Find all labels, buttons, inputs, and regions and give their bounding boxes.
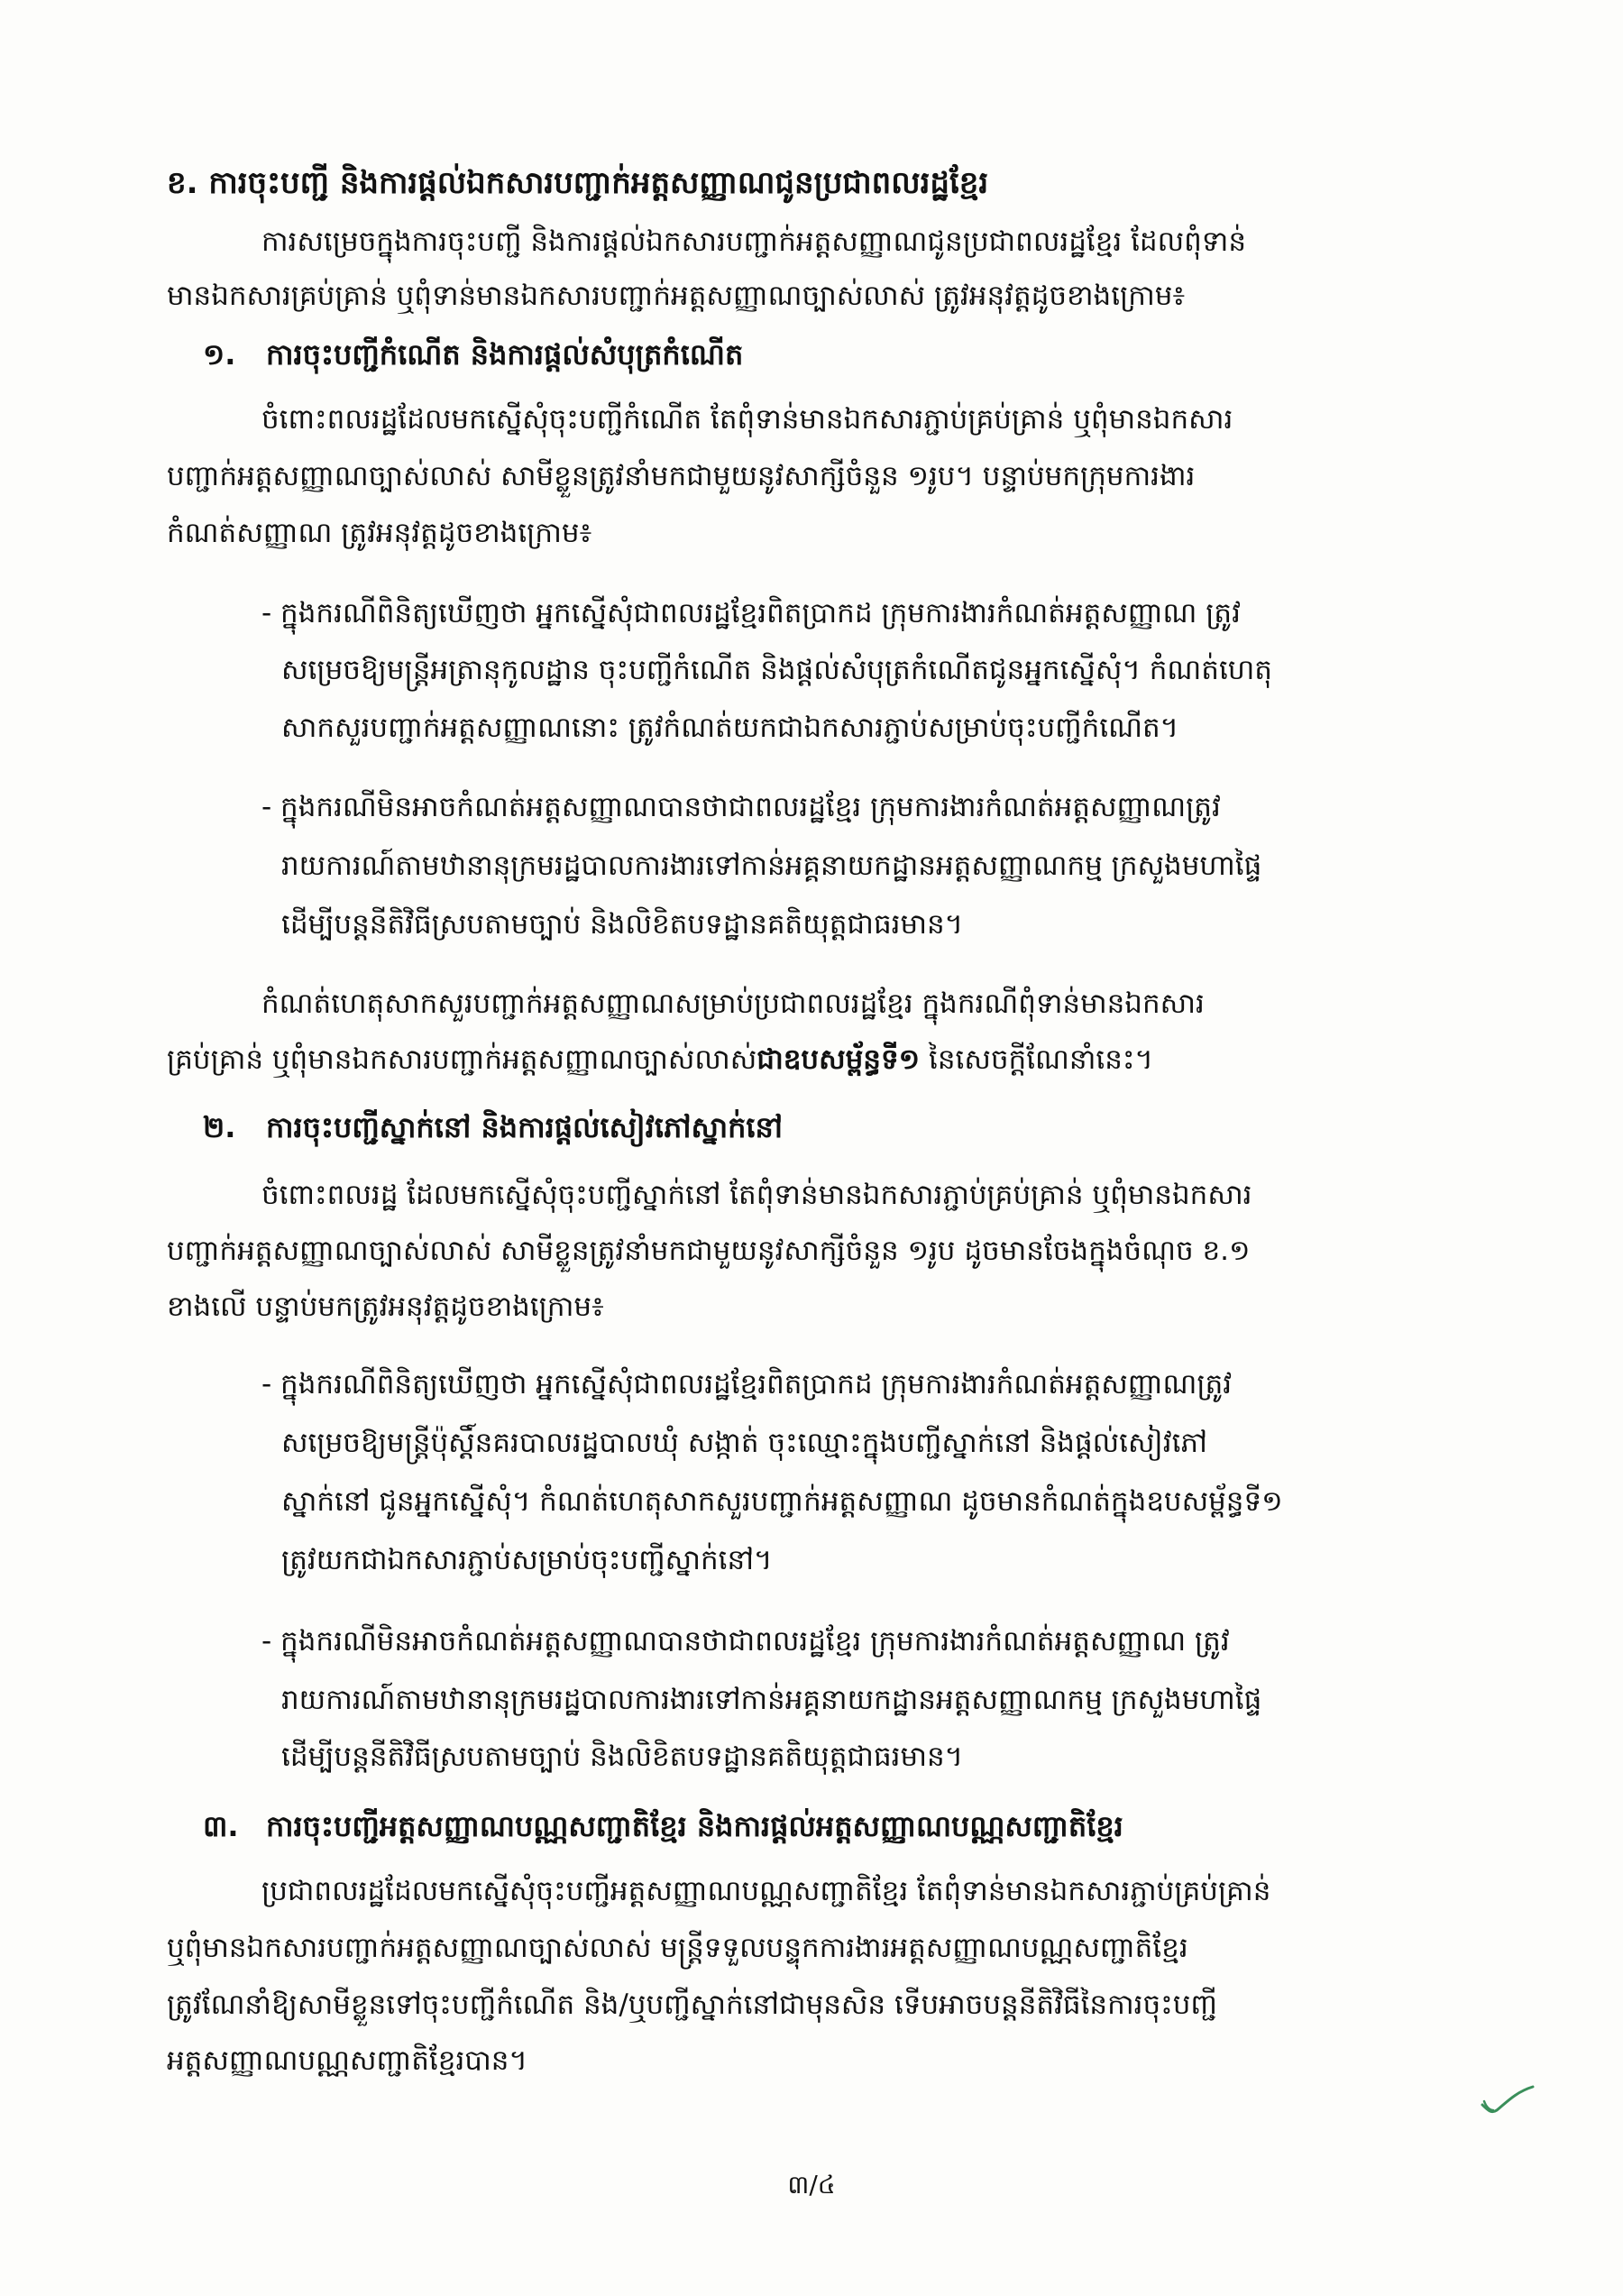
- subsection-number: ២.: [203, 1110, 236, 1144]
- paragraph-line: ត្រូវណែនាំឱ្យសាមីខ្លួនទៅចុះបញ្ជីកំណើត និង/ឬបញ្ជីស្នាក់នៅជាមុនសិន ទើបអាចបន្តនីតិវិធីនៃការចុះបញ្ជី: [167, 1988, 1217, 2021]
- page-number: ៣/៤: [787, 2170, 836, 2200]
- bullet-line: សាកសួរបញ្ជាក់អត្តសញ្ញាណនោះ ត្រូវកំណត់យកជាឯកសារភ្ជាប់សម្រាប់ចុះបញ្ជីកំណើត។: [281, 712, 1179, 744]
- paragraph-line: ខាងលើ បន្ទាប់មកត្រូវអនុវត្តដូចខាងក្រោម៖: [167, 1290, 604, 1323]
- bullet-line: សម្រេចឱ្យមន្ត្រីអត្រានុកូលដ្ឋាន ចុះបញ្ជីកំណើត និងផ្តល់សំបុត្រកំណើតជូនអ្នកស្នើសុំ។ កំណត់ហេតុ: [281, 654, 1272, 686]
- bullet-line: - ក្នុងករណីពិនិត្យឃើញថា អ្នកស្នើសុំជាពលរដ្ឋខ្មែរពិតប្រាកដ ក្រុមការងារកំណត់អត្តសញ្ញាណ ត្រូវ: [261, 597, 1241, 629]
- bullet-line: ដើម្បីបន្តនីតិវិធីស្របតាមច្បាប់ និងលិខិតបទដ្ឋានគតិយុត្តជាធរមាន។: [281, 908, 964, 941]
- subsection-title-3: [203, 1804, 1123, 1849]
- paragraph-line: ចំពោះពលរដ្ឋ ដែលមកស្នើសុំចុះបញ្ជីស្នាក់នៅ តែពុំទាន់មានឯកសារភ្ជាប់គ្រប់គ្រាន់ ឬពុំមានឯកសារ: [261, 1179, 1252, 1211]
- bullet-line: សម្រេចឱ្យមន្ត្រីប៉ុស្តិ៍នគរបាលរដ្ឋបាលឃុំ សង្កាត់ ចុះឈ្មោះក្នុងបញ្ជីស្នាក់នៅ និងផ្តល់សៀវភៅ: [281, 1427, 1207, 1459]
- bullet-line: រាយការណ៍តាមឋានានុក្រមរដ្ឋបាលការងារទៅកាន់អគ្គនាយកដ្ឋានអត្តសញ្ញាណកម្ម ក្រសួងមហាផ្ទៃ: [281, 850, 1262, 882]
- subsection-title-2: [203, 1105, 783, 1150]
- intro-line: មានឯកសារគ្រប់គ្រាន់ ឬពុំទាន់មានឯកសារបញ្ជាក់អត្តសញ្ញាណច្បាស់លាស់ ត្រូវអនុវត្តដូចខាងក្រោម៖: [167, 280, 1186, 312]
- subsection-title-1: [203, 332, 743, 377]
- subsection-number: ៣.: [203, 1809, 239, 1843]
- paragraph-line: ចំពោះពលរដ្ឋដែលមកស្នើសុំចុះបញ្ជីកំណើត តែពុំទាន់មានឯកសារភ្ជាប់គ្រប់គ្រាន់ ឬពុំមានឯកសារ: [261, 403, 1233, 436]
- closing-line: កំណត់ហេតុសាកសួរបញ្ជាក់អត្តសញ្ញាណសម្រាប់ប្រជាពលរដ្ឋខ្មែរ ក្នុងករណីពុំទាន់មានឯកសារ: [261, 987, 1205, 1020]
- paragraph-line: អត្តសញ្ញាណបណ្ណសញ្ជាតិខ្មែរបាន។: [167, 2044, 527, 2077]
- subsection-title-text: ការចុះបញ្ជីអត្តសញ្ញាណបណ្ណសញ្ជាតិខ្មែរ និងការផ្តល់អត្តសញ្ញាណបណ្ណសញ្ជាតិខ្មែរ: [266, 1809, 1123, 1843]
- paragraph-line: ប្រជាពលរដ្ឋដែលមកស្នើសុំចុះបញ្ជីអត្តសញ្ញាណបណ្ណសញ្ជាតិខ្មែរ តែពុំទាន់មានឯកសារភ្ជាប់គ្រប់គ្រាន់: [261, 1875, 1271, 1907]
- bullet-line: ស្នាក់នៅ ជូនអ្នកស្នើសុំ។ កំណត់ហេតុសាកសួរបញ្ជាក់អត្តសញ្ញាណ ដូចមានកំណត់ក្នុងឧបសម្ព័ន្ធទី១: [281, 1485, 1283, 1518]
- subsection-number: ១.: [203, 337, 236, 372]
- paragraph-line: ឬពុំមានឯកសារបញ្ជាក់អត្តសញ្ញាណច្បាស់លាស់ មន្ត្រីទទួលបន្ទុកការងារអត្តសញ្ញាណបណ្ណសញ្ជាតិខ្មែរ: [167, 1932, 1188, 1964]
- bullet-line: - ក្នុងករណីពិនិត្យឃើញថា អ្នកស្នើសុំជាពលរដ្ឋខ្មែរពិតប្រាកដ ក្រុមការងារកំណត់អត្តសញ្ញាណត្រូវ: [261, 1368, 1233, 1401]
- bullet-line: - ក្នុងករណីមិនអាចកំណត់អត្តសញ្ញាណបានថាជាពលរដ្ឋខ្មែរ ក្រុមការងារកំណត់អត្តសញ្ញាណត្រូវ: [261, 791, 1221, 823]
- paragraph-line: បញ្ជាក់អត្តសញ្ញាណច្បាស់លាស់ សាមីខ្លួនត្រូវនាំមកជាមួយនូវសាក្សីចំនួន ១រូប ដូចមានចែងក្នុងចំណុច ខ.១: [167, 1235, 1251, 1267]
- paragraph-line: បញ្ជាក់អត្តសញ្ញាណច្បាស់លាស់ សាមីខ្លួនត្រូវនាំមកជាមួយនូវសាក្សីចំនួន ១រូប។ បន្ទាប់មកក្រុមការងារ: [167, 460, 1196, 492]
- closing-tail: នៃសេចក្តីណែនាំនេះ។: [920, 1043, 1153, 1076]
- bullet-line: - ក្នុងករណីមិនអាចកំណត់អត្តសញ្ញាណបានថាជាពលរដ្ឋខ្មែរ ក្រុមការងារកំណត់អត្តសញ្ញាណ ត្រូវ: [261, 1625, 1230, 1658]
- closing-line: [167, 1037, 1153, 1082]
- handwritten-tick-mark: [1479, 2083, 1536, 2119]
- subsection-title-text: ការចុះបញ្ជីស្នាក់នៅ និងការផ្តល់សៀវភៅស្នាក់នៅ: [266, 1110, 784, 1144]
- bullet-line: រាយការណ៍តាមឋានានុក្រមរដ្ឋបាលការងារទៅកាន់អគ្គនាយកដ្ឋានអត្តសញ្ញាណកម្ម ក្រសួងមហាផ្ទៃ: [281, 1684, 1262, 1716]
- annex-reference: ជាឧបសម្ព័ន្ធទី១: [756, 1043, 921, 1076]
- bullet-line: ដើម្បីបន្តនីតិវិធីស្របតាមច្បាប់ និងលិខិតបទដ្ឋានគតិយុត្តជាធរមាន។: [281, 1740, 964, 1773]
- section-heading: ខ. ការចុះបញ្ជី និងការផ្តល់ឯកសារបញ្ជាក់អត្តសញ្ញាណជូនប្រជាពលរដ្ឋខ្មែរ: [167, 165, 989, 201]
- bullet-line: ត្រូវយកជាឯកសារភ្ជាប់សម្រាប់ចុះបញ្ជីស្នាក់នៅ។: [281, 1544, 773, 1576]
- paragraph-line: កំណត់សញ្ញាណ ត្រូវអនុវត្តដូចខាងក្រោម៖: [167, 517, 592, 549]
- intro-line: ការសម្រេចក្នុងការចុះបញ្ជី និងការផ្តល់ឯកសារបញ្ជាក់អត្តសញ្ញាណជូនប្រជាពលរដ្ឋខ្មែរ ដែលពុំទាន់: [261, 225, 1246, 258]
- closing-text: គ្រប់គ្រាន់ ឬពុំមានឯកសារបញ្ជាក់អត្តសញ្ញាណច្បាស់លាស់: [167, 1043, 757, 1076]
- subsection-title-text: ការចុះបញ្ជីកំណើត និងការផ្តល់សំបុត្រកំណើត: [266, 337, 744, 372]
